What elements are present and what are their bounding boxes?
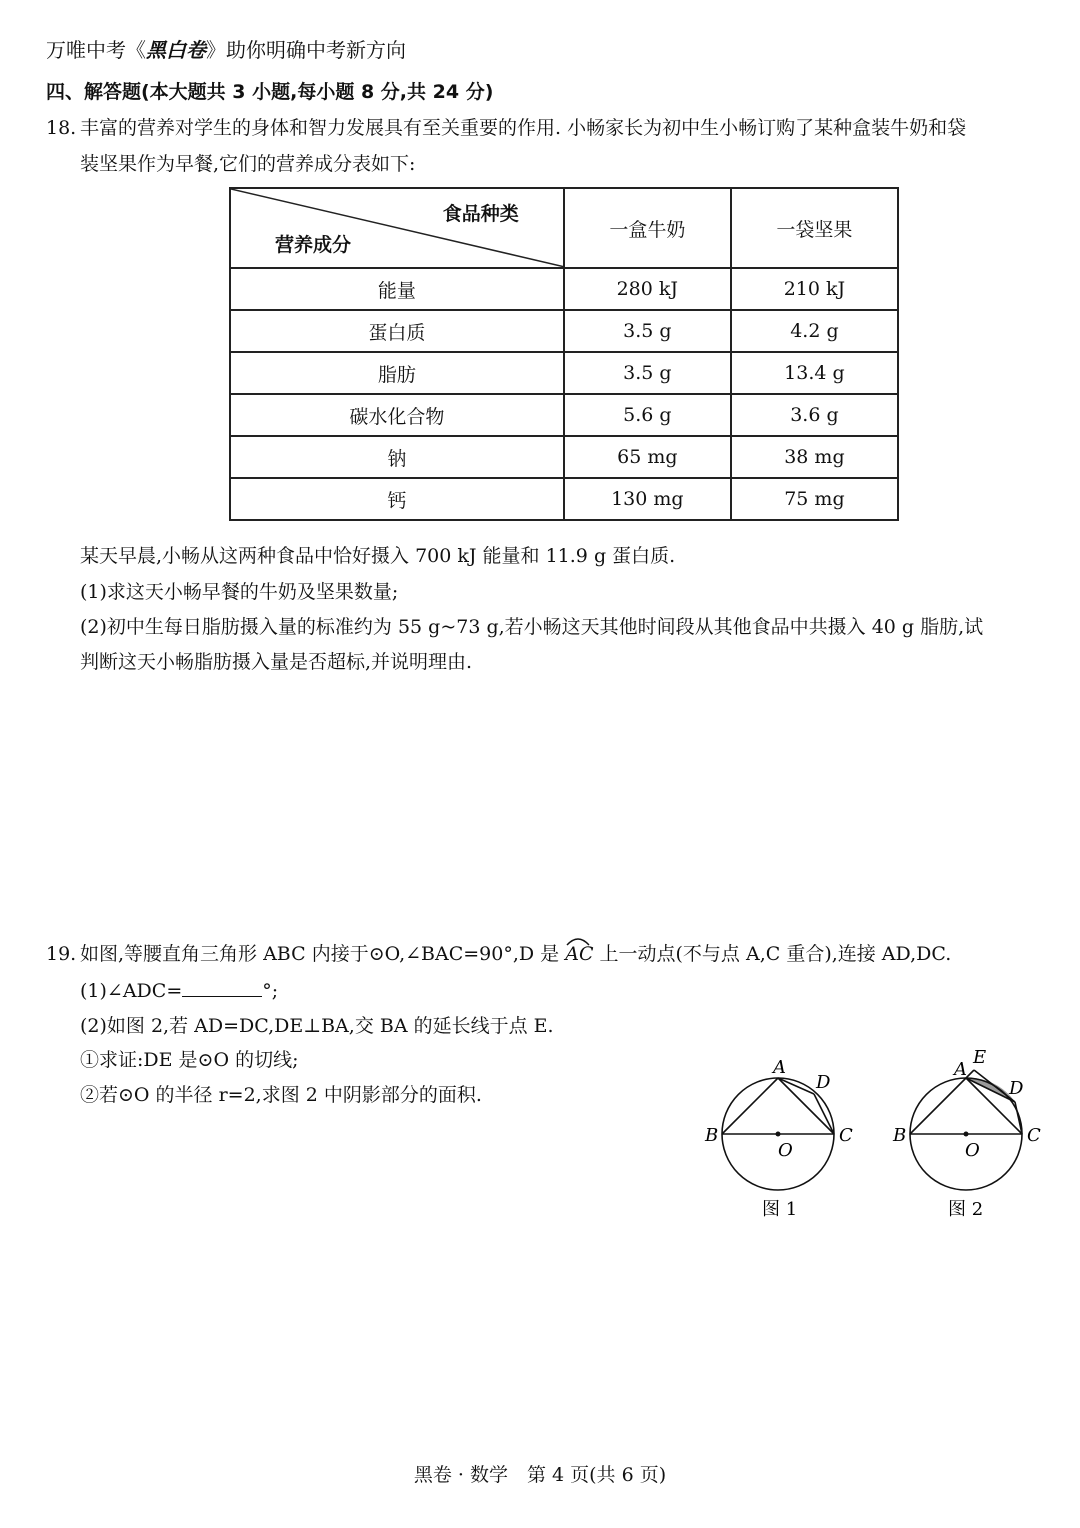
cell-nut: 210 kJ [731,268,898,310]
figure-2-caption: 图 2 [948,1199,984,1220]
q19-part1-b: °; [262,980,279,1002]
q18-line2: 装坚果作为早餐,它们的营养成分表如下: [80,153,416,175]
cell-milk: 3.5 g [564,352,731,394]
q19-part1 [80,977,278,1005]
q18-part1: (1)求这天小畅早餐的牛奶及坚果数量; [80,581,399,603]
center-point [776,1132,781,1137]
corner-label-food-type: 食品种类 [442,203,519,225]
page-header [46,34,406,63]
table-header-row [230,188,898,268]
table-row [230,394,898,436]
label-b: B [893,1125,907,1146]
row-name: 钠 [230,436,564,478]
label-c: C [1027,1125,1041,1146]
label-e: E [973,1050,987,1068]
cell-milk: 280 kJ [564,268,731,310]
q19-sub2: ②若⊙O 的半径 r=2,求图 2 中阴影部分的面积. [80,1084,482,1106]
arc-mark-icon [565,936,591,946]
cell-milk: 5.6 g [564,394,731,436]
q19-number: 19. [46,943,77,965]
header-brand: 黑白卷 [146,38,206,62]
table-row [230,352,898,394]
row-name: 钙 [230,478,564,520]
nutrition-table [229,187,899,521]
cell-nut: 13.4 g [731,352,898,394]
arc-ac-label [565,940,593,968]
figure-2-diagram [888,1050,1058,1230]
cell-nut: 3.6 g [731,394,898,436]
label-o: O [778,1140,793,1161]
cell-milk: 3.5 g [564,310,731,352]
q18-part2-line1: (2)初中生每日脂肪摄入量的标准约为 55 g~73 g,若小畅这天其他时间段从其他食品中共摄入 40 g 脂肪,试 [80,616,984,638]
table-row [230,436,898,478]
label-c: C [839,1125,853,1146]
label-d: D [816,1072,831,1093]
header-prefix: 万唯中考《 [46,38,146,62]
row-name: 蛋白质 [230,310,564,352]
label-a: A [773,1057,786,1078]
q18-line1: 丰富的营养对学生的身体和智力发展具有至关重要的作用. 小畅家长为初中生小畅订购了某种盒装牛奶和袋 [80,117,967,139]
q19-line1-b: 上一动点(不与点 A,C 重合),连接 AD,DC. [593,943,952,965]
q19-line1 [80,940,951,968]
center-point [964,1132,969,1137]
q18-number: 18. [46,117,77,139]
cell-milk: 65 mg [564,436,731,478]
q19-part2: (2)如图 2,若 AD=DC,DE⊥BA,交 BA 的延长线于点 E. [80,1015,554,1037]
label-d: D [1009,1078,1024,1099]
page-footer: 黑卷 · 数学 第 4 页(共 6 页) [413,1464,667,1486]
header-suffix: 》助你明确中考新方向 [206,38,406,62]
column-header-nut: 一袋坚果 [731,188,898,268]
q18-statement: 某天早晨,小畅从这两种食品中恰好摄入 700 kJ 能量和 11.9 g 蛋白质. [80,545,676,567]
column-header-milk: 一盒牛奶 [564,188,731,268]
cell-nut: 38 mg [731,436,898,478]
table-row [230,268,898,310]
table-row [230,478,898,520]
q18-part2-line2: 判断这天小畅脂肪摄入量是否超标,并说明理由. [80,651,473,673]
q19-sub1: ①求证:DE 是⊙O 的切线; [80,1049,299,1071]
row-name: 碳水化合物 [230,394,564,436]
label-a: A [954,1059,967,1080]
row-name: 能量 [230,268,564,310]
q19-line1-a: 如图,等腰直角三角形 ABC 内接于⊙O,∠BAC=90°,D 是 [80,943,566,965]
arc-ac-text: AC [565,943,594,965]
section-title: 四、解答题(本大题共 3 小题,每小题 8 分,共 24 分) [46,81,494,103]
q19-part1-a: (1)∠ADC= [80,980,183,1002]
row-name: 脂肪 [230,352,564,394]
answer-blank [182,978,262,997]
corner-label-nutrient: 营养成分 [275,234,352,256]
table-row [230,310,898,352]
segment-ad [966,1078,1015,1102]
table-corner-cell [230,188,564,268]
cell-milk: 130 mg [564,478,731,520]
label-o: O [965,1140,980,1161]
label-b: B [705,1125,719,1146]
figure-1-diagram [700,1050,870,1230]
cell-nut: 4.2 g [731,310,898,352]
cell-nut: 75 mg [731,478,898,520]
segment-dc [1015,1102,1022,1134]
figure-1-caption: 图 1 [762,1199,798,1220]
